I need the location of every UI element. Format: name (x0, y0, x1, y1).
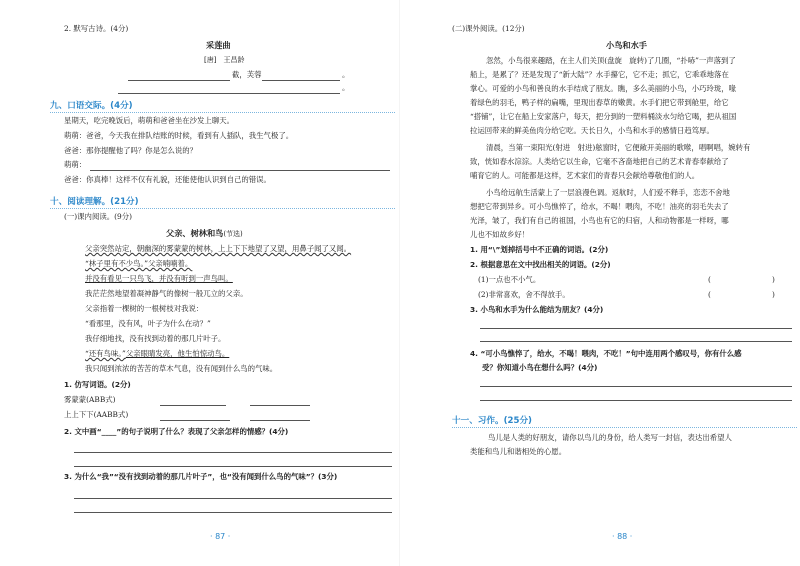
r-question-3: 3. 小鸟和水手为什么能结为朋友？(4分) (470, 305, 604, 314)
rq4-answer-line[interactable] (480, 400, 792, 401)
section-9-title: 九、口语交际。(4分) (50, 101, 133, 111)
subsection-2-title: (二)课外阅读。(12分) (452, 24, 525, 33)
page-number: · 88 · (612, 532, 633, 541)
passage-2-line: 着绿色的羽毛，鸭子样的扁嘴，里现出春草的嫩黄。水手们把它带到舱里，给它 (470, 98, 729, 107)
section-9-rule (50, 112, 395, 113)
passage-1-title: 父亲、树林和鸟(节选) (166, 228, 243, 238)
q1-item-aabb: 上上下下(AABB式) (64, 410, 129, 419)
question-2-header: 2. 文中画“____”的句子说明了什么？表现了父亲怎样的情感？(4分) (64, 427, 289, 436)
subsection-1-title: (一)课内阅读。(9分) (64, 212, 132, 221)
q2-answer-line[interactable] (74, 452, 392, 453)
rq3-answer-line[interactable] (480, 328, 792, 329)
r-question-4-cont: 受？你知道小鸟在想什么吗？(4分) (482, 363, 598, 372)
page-number: · 87 · (210, 532, 231, 541)
r-question-4: 4. “可小鸟憔悴了，给水，不喝！喂肉，不吃！”句中连用两个感叹号，你有什么感 (470, 349, 742, 358)
dialog-line: 星期天，吃完晚饭后，萌萌和爸爸坐在沙发上聊天。 (64, 116, 234, 125)
poem-period: 。 (342, 70, 350, 79)
q3-answer-line[interactable] (74, 498, 392, 499)
r-question-1: 1. 用“\”划掉括号中不正确的词语。(2分) (470, 245, 609, 254)
paren-open: ( (708, 275, 711, 284)
passage-2-line: 船上，是累了？还是发现了“新大陆”？水手攥它，它不走；抓它，它乖乖地落在 (470, 70, 729, 79)
q1-answer-line[interactable] (250, 405, 310, 406)
passage-2-line: 小鸟给远航生活蒙上了一层浪漫色调。返航时，人们爱不释手，恋恋不舍地 (486, 188, 730, 197)
passage-2-line: 忽然，小鸟很来趣踏，在主人们关顶(盘旋 旋转)了几圈，“扑哧”一声落到了 (486, 56, 736, 65)
passage-2-line: 清晨，当第一束阳光(射进 射进)舷窗时，它便敞开美丽的歌喉，唱啊唱，婉转有 (486, 143, 751, 152)
paren-close: ) (772, 290, 775, 299)
passage-2-line: 拉运回带来的鲜美鱼肉分给它吃。天长日久，小鸟和水手的感情日趋笃厚。 (470, 126, 714, 135)
passage-1-line: 父亲指着一棵树的一根树枝对我说： (85, 304, 204, 313)
section-10-title: 十、阅读理解。(21分) (50, 197, 139, 207)
passage-1-line: 我茫茫然地望着凝神静气的像树一般兀立的父亲。 (85, 289, 248, 298)
passage-2-title: 小鸟和水手 (606, 40, 647, 50)
poem-blank-2[interactable] (262, 80, 340, 81)
paren-open: ( (708, 290, 711, 299)
dialog-line: 爸爸：那你提醒他了吗？你是怎么说的？ (64, 146, 198, 155)
dialog-line: 爸爸：你真棒！这样不仅有礼貌，还能使他认识到自己的错误。 (64, 175, 271, 184)
section-11-rule (452, 427, 797, 428)
paren-close: ) (772, 275, 775, 284)
r-q2-item-1: (1)一点也不小气。 (478, 275, 541, 284)
essay-prompt-line: 类能和鸟儿和谐相处的心愿。 (470, 447, 567, 456)
section-11-title: 十一、习作。(25分) (452, 416, 532, 426)
passage-2-line: 光泽，皱了，我们有自己的祖国，小鸟也有它的归宿，人和动物都是一样呀，哪 (470, 216, 729, 225)
passage-1-line: “林子里有不少鸟。”父亲喃喃着。 (85, 259, 193, 268)
question-1-header: 1. 仿写词语。(2分) (64, 380, 131, 389)
poem-title: 采莲曲 (206, 40, 231, 50)
passage-1-line: “还有鸟味。”父亲眼睛发亮，他生怕惊动鸟。 (85, 349, 230, 358)
section-10-rule (50, 208, 395, 209)
q2-header: 2. 默写古诗。(4分) (64, 24, 129, 33)
poem-end-period: 。 (342, 83, 350, 92)
poem-fragment: 截，芙蓉 (232, 70, 262, 79)
rq4-answer-line[interactable] (480, 386, 792, 387)
passage-2-line: 致，恍如春水淙淙。人类给它以生命，它毫不吝啬地把自己的艺术青春奉献给了 (470, 157, 729, 166)
passage-1-line: 我仔细地找，没有找到动着的那几片叶子。 (85, 334, 226, 343)
q3-answer-line[interactable] (74, 512, 392, 513)
r-q2-item-2: (2)非常喜欢，舍不得放手。 (478, 290, 570, 299)
q1-answer-line[interactable] (160, 405, 226, 406)
question-3-header: 3. 为什么“我”“没有找到动着的那几片叶子”，也“没有闻到什么鸟的气味”？(3分) (64, 472, 338, 481)
q1-answer-line[interactable] (160, 420, 230, 421)
passage-1-line: 父亲突然站定，朝幽深的雾蒙蒙的树林，上上下下地望了又望，用鼻子闻了又闻。 (85, 244, 352, 253)
r-question-2: 2. 根据意思在文中找出相关的词语。(2分) (470, 260, 611, 269)
poem-author: [唐] 王昌龄 (204, 56, 245, 64)
passage-2-line: 哺育它的人。可能都是这样，艺术家们的青春只会献给尊敬他们的人。 (470, 171, 700, 180)
passage-1-line: “看那里，没有风，叶子为什么在动？” (85, 319, 211, 328)
dialog-line: 萌萌： (64, 160, 87, 169)
dialog-answer-line[interactable] (90, 170, 390, 171)
rq3-answer-line[interactable] (480, 341, 792, 342)
q2-answer-line[interactable] (74, 466, 392, 467)
passage-1-line: 并没有看见一只鸟飞，并没有听到一声鸟叫。 (85, 274, 233, 283)
q1-item-abb: 雾蒙蒙(ABB式) (64, 395, 116, 404)
page-88 (400, 0, 800, 566)
essay-prompt-line: 鸟儿是人类的好朋友，请你以鸟儿的身份，给人类写一封信，表达出希望人 (488, 433, 732, 442)
passage-1-line: 我只闻到浓浓的苦苦的草木气息，没有闻到什么鸟的气味。 (85, 364, 278, 373)
passage-2-line: 掌心。可爱的小鸟和善良的水手结成了朋友。瞧，多么美丽的小鸟，小巧玲珑，喙 (470, 84, 737, 93)
poem-blank-3[interactable] (118, 93, 340, 94)
passage-2-line: “搭铺”，让它在船上安家落户，每天，把分到的一塑料桶淡水匀给它喝，把从祖国 (470, 112, 737, 121)
q1-answer-line[interactable] (250, 420, 310, 421)
dialog-line: 萌萌：爸爸，今天我在排队结账的时候，看到有人插队，我生气极了。 (64, 131, 294, 140)
passage-2-line: 儿也不如故乡好！ (470, 230, 530, 239)
passage-2-line: 想把它带到异乡。可小鸟憔悴了，给水，不喝！喂肉，不吃！油亮的羽毛失去了 (470, 202, 729, 211)
poem-blank-1[interactable] (128, 80, 230, 81)
